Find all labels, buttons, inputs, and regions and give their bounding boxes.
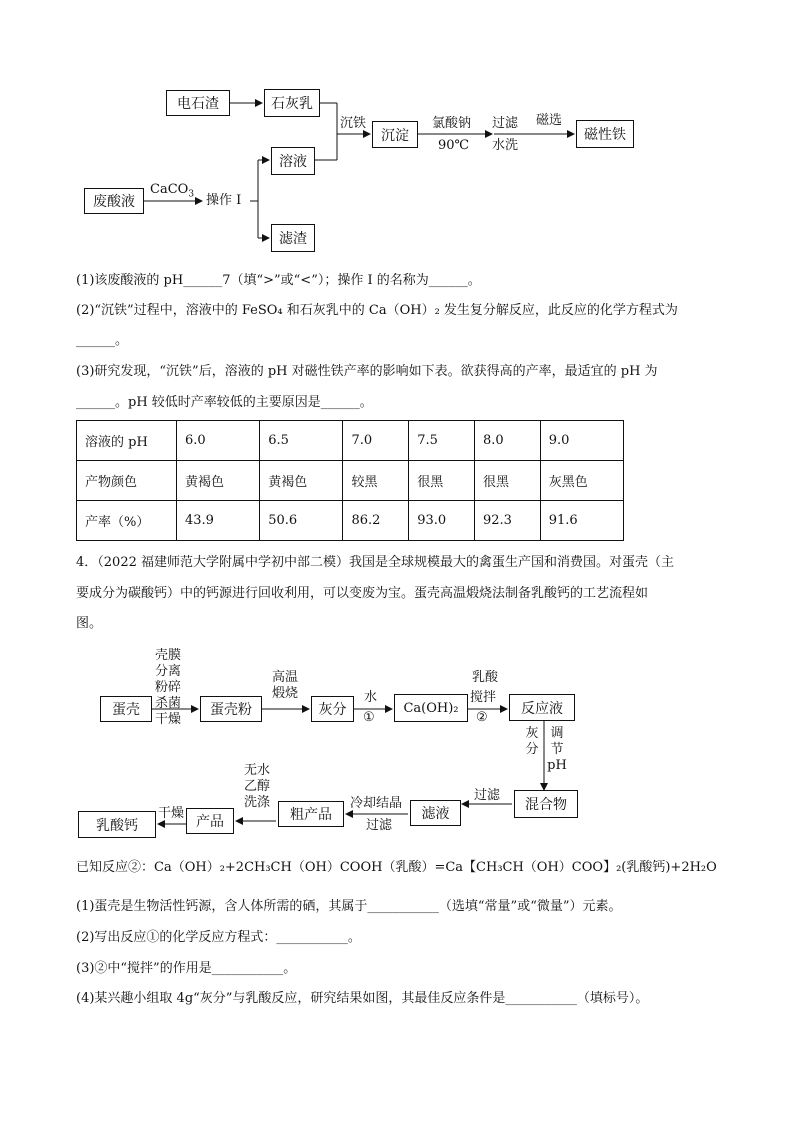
label-circle-2: ② bbox=[476, 710, 488, 725]
label-guolv-2: 过滤 bbox=[366, 818, 393, 833]
question-4-3: (3)②中“搅拌”的作用是___________。 bbox=[76, 961, 297, 976]
question-2-blank: ______。 bbox=[76, 333, 129, 348]
question-4-4: (4)某兴趣小组取 4g“灰分”与乳酸反应，研究结果如图，其最佳反应条件是___________（填标号）。 bbox=[76, 991, 649, 1006]
label-caozuo: 操作 I bbox=[206, 193, 242, 208]
box-shihuiru: 石灰乳 bbox=[264, 89, 320, 117]
problem-4-line-1: 4．（2022 福建师范大学附属中学初中部二模）我国是全球规模最大的禽蛋生产国和消费国。对蛋壳（主 bbox=[76, 555, 674, 570]
problem-4-line-2: 要成分为碳酸钙）中的钙源进行回收利用，可以变废为宝。蛋壳高温煅烧法制备乳酸钙的工艺流程如 bbox=[76, 586, 649, 601]
label-wushui: 无水 乙醇 洗涤 bbox=[243, 763, 270, 810]
box-chanpin: 产品 bbox=[186, 808, 234, 834]
label-guolv: 过滤 bbox=[492, 116, 519, 131]
question-3: (3)研究发现，“沉铁”后，溶液的 pH 对磁性铁产率的影响如下表。欲获得高的产率，最适宜的 pH 为 bbox=[76, 364, 658, 379]
box-caoh2: Ca(OH)₂ bbox=[394, 694, 468, 722]
label-huifen-vertical: 灰 分 bbox=[525, 726, 539, 757]
label-caco3: CaCO$_3$ bbox=[150, 182, 195, 200]
box-huifen: 灰分 bbox=[311, 696, 354, 722]
known-reaction: 已知反应②：Ca（OH）₂+2CH₃CH（OH）COOH（乳酸）=Ca【CH₃CH（OH）COO】₂(乳酸钙)+2H₂O bbox=[76, 860, 717, 875]
box-hunhewu: 混合物 bbox=[514, 790, 578, 818]
question-1: (1)该废酸液的 pH______7（填“>”或“<”）；操作 I 的名称为______。 bbox=[76, 273, 481, 288]
box-rusuangai: 乳酸钙 bbox=[78, 811, 156, 838]
label-chentie: 沉铁 bbox=[340, 116, 367, 131]
box-lvye: 滤液 bbox=[410, 800, 461, 826]
label-tiaojie-ph: 调 节 pH bbox=[547, 726, 567, 773]
label-jiaoban: 搅拌 bbox=[470, 690, 497, 705]
label-guolv: 过滤 bbox=[474, 788, 501, 803]
table-row: 产率（%） 43.9 50.6 86.2 93.0 92.3 91.6 bbox=[77, 501, 624, 541]
label-rusuan: 乳酸 bbox=[472, 670, 499, 685]
label-kemo-steps: 壳膜 分离 粉碎 杀菌 干燥 bbox=[154, 648, 181, 727]
problem-4-line-3: 图。 bbox=[76, 616, 103, 631]
box-feisuanye: 废酸液 bbox=[84, 188, 144, 214]
box-chendian: 沉淀 bbox=[372, 121, 418, 148]
box-dianshizha: 电石渣 bbox=[166, 90, 230, 116]
ph-yield-table bbox=[76, 420, 624, 541]
box-cixingtie: 磁性铁 bbox=[576, 120, 634, 148]
box-fanyingye: 反应液 bbox=[509, 694, 575, 721]
question-2: (2)“沉铁”过程中，溶液中的 FeSO₄ 和石灰乳中的 Ca（OH）₂ 发生复分解反应，此反应的化学方程式为 bbox=[76, 303, 678, 318]
label-gaowen: 高温 煅烧 bbox=[271, 670, 298, 701]
label-shui: 水 bbox=[364, 690, 378, 705]
question-3-blank: ______。pH 较低时产率较低的主要原因是______。 bbox=[76, 395, 373, 410]
label-lvsuanna: 氯酸钠 bbox=[432, 116, 472, 131]
question-4-1: (1)蛋壳是生物活性钙源，含人体所需的硒，其属于___________（选填“常量”或“微量”）元素。 bbox=[76, 899, 622, 914]
box-rongye: 溶液 bbox=[271, 147, 315, 175]
box-dankefen: 蛋壳粉 bbox=[200, 696, 262, 722]
label-ganzao: 干燥 bbox=[158, 806, 185, 821]
label-shuixi: 水洗 bbox=[492, 138, 519, 153]
box-lvzha: 滤渣 bbox=[271, 224, 315, 252]
label-lengque: 冷却结晶 bbox=[350, 796, 403, 811]
question-4-2: (2)写出反应①的化学反应方程式：___________。 bbox=[76, 930, 361, 945]
table-row: 产物颜色 黄褐色 黄褐色 较黑 很黑 很黑 灰黑色 bbox=[77, 461, 624, 501]
label-cixuan: 磁选 bbox=[536, 113, 563, 128]
label-temp: 90℃ bbox=[438, 138, 470, 153]
box-cuchanpin: 粗产品 bbox=[278, 801, 344, 827]
box-danke: 蛋壳 bbox=[100, 696, 152, 722]
label-circle-1: ① bbox=[363, 710, 375, 725]
table-row: 溶液的 pH 6.0 6.5 7.0 7.5 8.0 9.0 bbox=[77, 421, 624, 461]
